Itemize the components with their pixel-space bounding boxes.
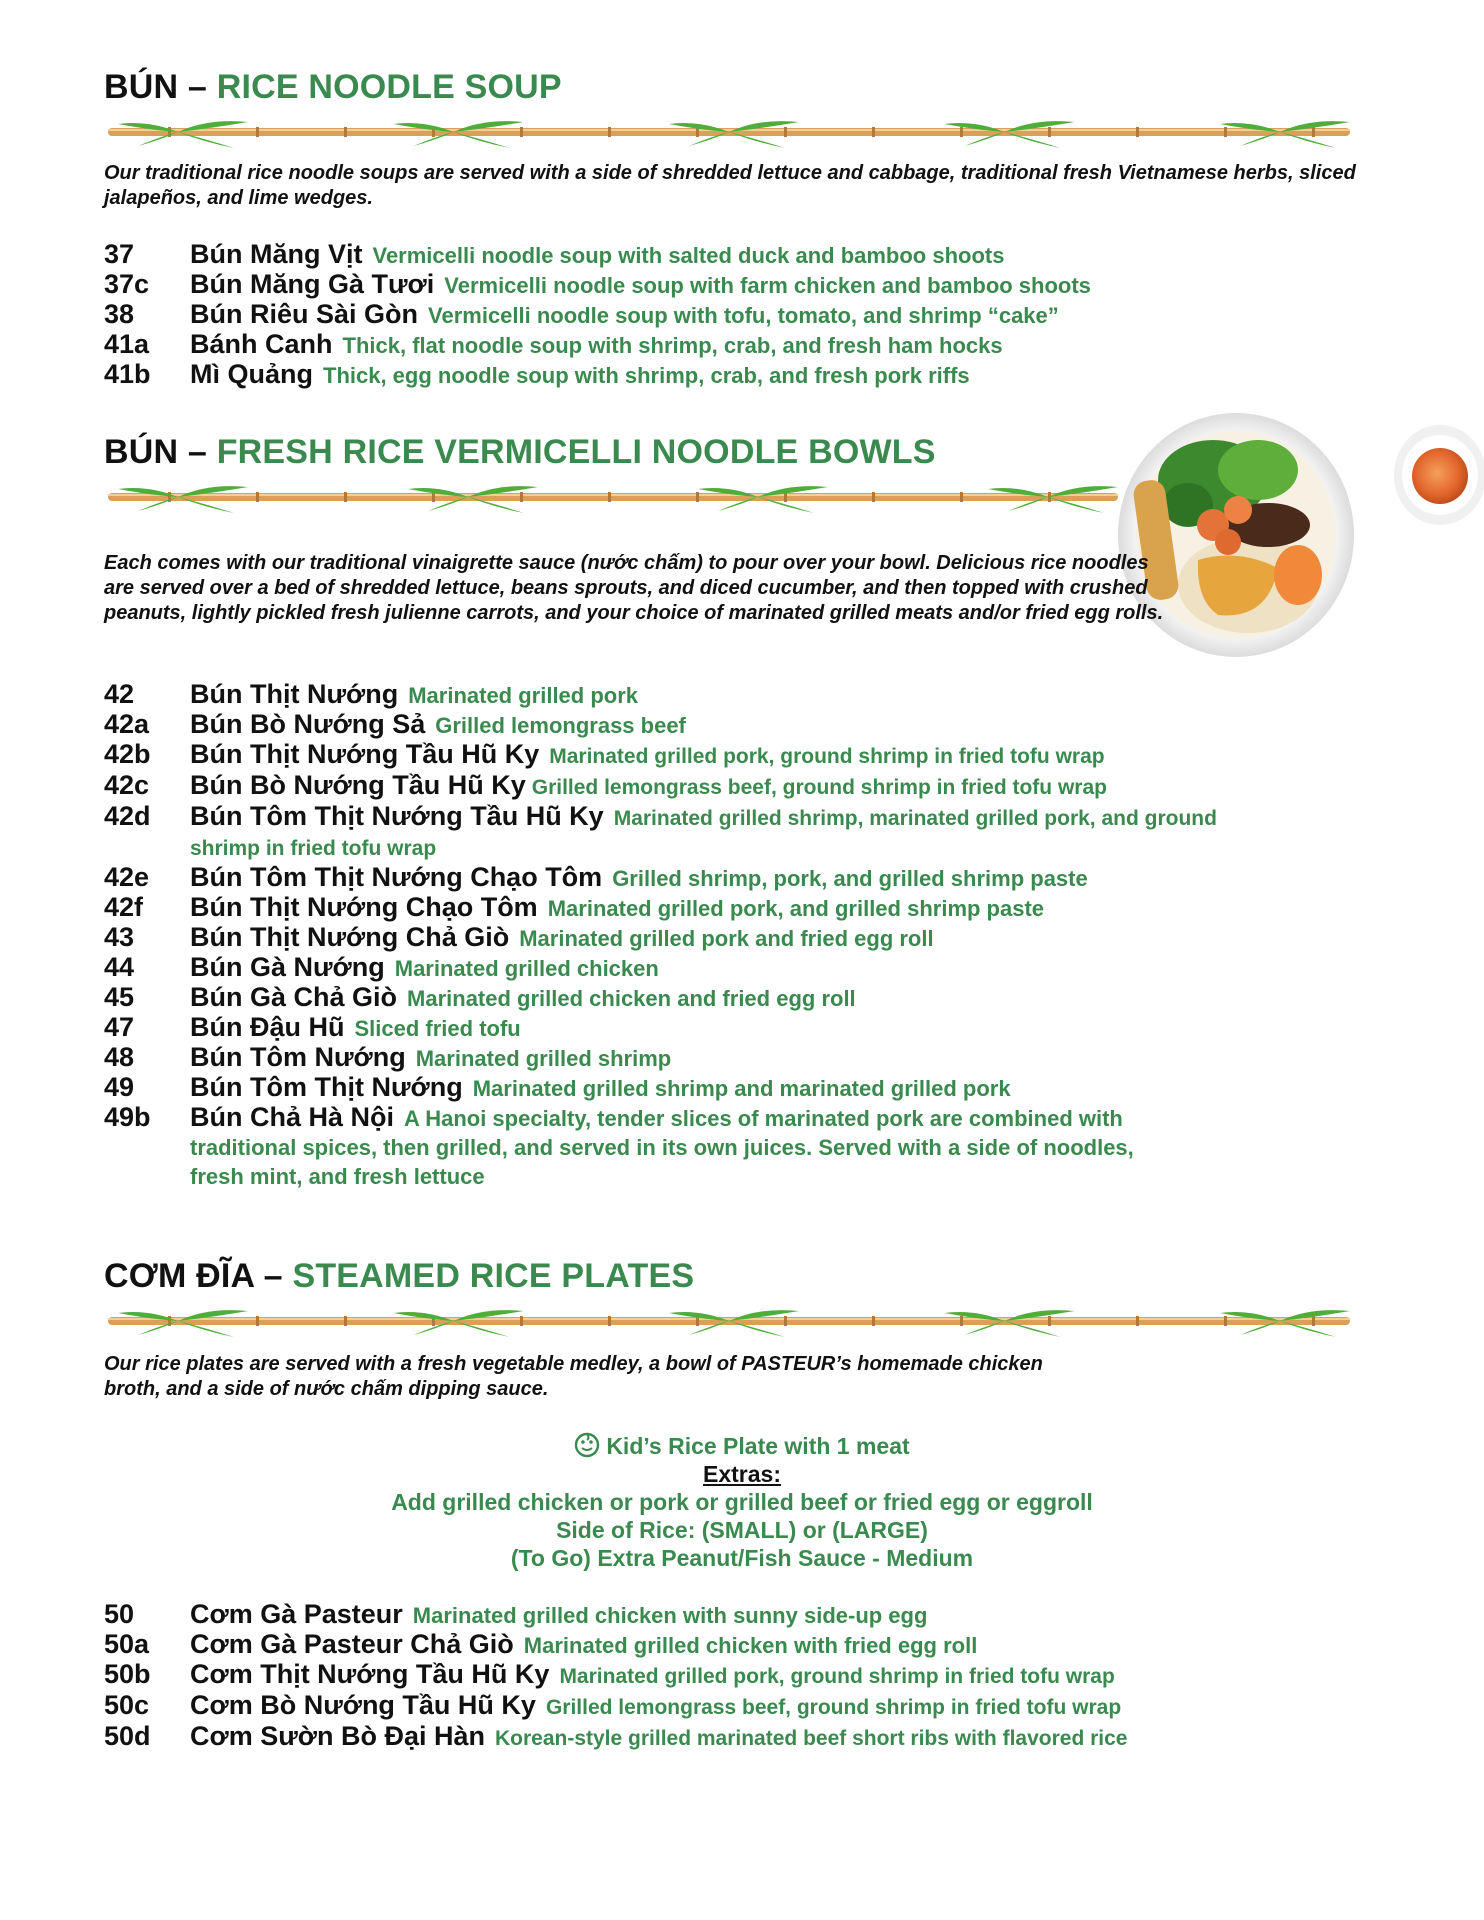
menu-item: [104, 953, 1404, 983]
section-intro-soup: Our traditional rice noodle soups are served with a side of shredded lettuce and cabbage, traditional fresh Vietnamese herbs, sliced jalapeños, and lime wedges.: [104, 162, 1356, 209]
menu-item: [104, 893, 1404, 923]
item-number: 50c: [104, 1690, 150, 1720]
menu-item: [104, 1691, 1404, 1722]
item-name-vn: Bún Thịt Nướng: [190, 679, 399, 709]
menu-item: [104, 1660, 1404, 1691]
extras-block: [0, 1432, 1484, 1572]
section-title-en: RICE NOODLE SOUP: [216, 68, 562, 106]
kid-plate-label: Kid’s Rice Plate with 1 meat: [606, 1433, 910, 1459]
item-name-vn: Bún Thịt Nướng Chả Giò: [190, 922, 510, 952]
item-description: Vermicelli noodle soup with farm chicken and bamboo shoots: [444, 273, 1091, 298]
item-name-vn: Cơm Sườn Bò Đại Hàn: [190, 1721, 485, 1751]
item-description: Grilled lemongrass beef, ground shrimp in fried tofu wrap: [531, 776, 1107, 799]
menu-item: [104, 1103, 1170, 1191]
item-description: Korean-style grilled marinated beef short ribs with flavored rice: [494, 1727, 1128, 1750]
item-number: 37c: [104, 269, 150, 299]
item-number: 42: [104, 679, 135, 709]
section-title-vn: BÚN –: [104, 433, 208, 471]
kid-plate-line: [0, 1432, 1484, 1460]
item-name-vn: Bún Măng Gà Tươi: [190, 269, 435, 299]
item-number: 38: [104, 299, 135, 329]
section-intro-rice: Our rice plates are served with a fresh vegetable medley, a bowl of PASTEUR’s homemade chicken broth, and a side of nước chấm dipping sauce.: [104, 1353, 1043, 1400]
item-number: 47: [104, 1012, 135, 1042]
item-description: Vermicelli noodle soup with tofu, tomato, and shrimp “cake”: [428, 303, 1059, 328]
item-name-vn: Cơm Thịt Nướng Tầu Hũ Ky: [190, 1659, 550, 1689]
item-number: 48: [104, 1042, 135, 1072]
item-description: Marinated grilled shrimp: [415, 1046, 672, 1071]
item-name-vn: Bún Tôm Thịt Nướng Tầu Hũ Ky: [190, 801, 604, 831]
item-number: 37: [104, 239, 135, 269]
item-description: Thick, egg noodle soup with shrimp, crab, and fresh pork riffs: [323, 363, 970, 388]
item-name-vn: Bún Tôm Nướng: [190, 1042, 406, 1072]
item-number: 42a: [104, 709, 150, 739]
item-name-vn: Cơm Gà Pasteur Chả Giò: [190, 1629, 514, 1659]
menu-item: [104, 680, 1404, 710]
item-description: Marinated grilled pork: [408, 683, 639, 708]
kid-face-icon: [574, 1432, 600, 1458]
menu-item: [104, 1600, 1404, 1630]
item-description: Marinated grilled shrimp, marinated grilled pork, and ground shrimp in fried tofu wrap: [190, 807, 1217, 860]
menu-item: [104, 1043, 1404, 1073]
item-number: 50: [104, 1599, 135, 1629]
menu-item: [104, 983, 1404, 1013]
item-description: Marinated grilled pork, ground shrimp in fried tofu wrap: [549, 745, 1105, 768]
section-title-vn: CƠM ĐĨA –: [104, 1257, 283, 1295]
menu-item: [104, 1630, 1404, 1660]
section-title-rice: [104, 1257, 694, 1296]
item-number: 42f: [104, 892, 144, 922]
item-description: Marinated grilled pork, ground shrimp in fried tofu wrap: [559, 1665, 1115, 1688]
item-number: 44: [104, 952, 135, 982]
menu-item: [104, 1013, 1404, 1043]
bamboo-divider-icon: [108, 112, 1350, 152]
item-number: 50d: [104, 1721, 151, 1751]
bamboo-divider-icon: [108, 477, 1118, 517]
item-name-vn: Bún Bò Nướng Sả: [190, 709, 426, 739]
section-intro-bowls: Each comes with our traditional vinaigrette sauce (nước chấm) to pour over your bowl. Delicious rice noodles are served over a bed of shredded lettuce, beans sprouts, and diced cucumber, and then topped with crushed peanuts, lightly pickled fresh julienne carrots, and your choice of marinated grilled meats and/or fried egg rolls.: [104, 552, 1164, 624]
item-name-vn: Cơm Bò Nướng Tầu Hũ Ky: [190, 1690, 536, 1720]
section-title-en: FRESH RICE VERMICELLI NOODLE BOWLS: [216, 433, 936, 471]
item-name-vn: Bánh Canh: [190, 329, 333, 359]
menu-item: [104, 1722, 1404, 1753]
item-name-vn: Bún Tôm Thịt Nướng: [190, 1072, 463, 1102]
item-description: Vermicelli noodle soup with salted duck and bamboo shoots: [372, 243, 1005, 268]
item-number: 41a: [104, 329, 150, 359]
menu-item: [104, 1073, 1404, 1103]
item-description: Marinated grilled chicken with fried egg roll: [523, 1633, 978, 1658]
menu-item: [104, 863, 1404, 893]
item-name-vn: Bún Gà Chả Giò: [190, 982, 398, 1012]
item-name-vn: Bún Bò Nướng Tầu Hũ Ky: [190, 770, 526, 800]
extras-line: Add grilled chicken or pork or grilled beef or fried egg or eggroll: [391, 1489, 1093, 1515]
item-name-vn: Bún Đậu Hũ: [190, 1012, 345, 1042]
extras-label: Extras:: [703, 1461, 781, 1487]
item-description: Marinated grilled shrimp and marinated grilled pork: [472, 1076, 1011, 1101]
item-number: 49: [104, 1072, 135, 1102]
menu-list-rice: [104, 1600, 1404, 1753]
item-name-vn: Bún Thịt Nướng Tầu Hũ Ky: [190, 739, 540, 769]
item-number: 42c: [104, 770, 150, 800]
item-number: 42e: [104, 862, 150, 892]
item-name-vn: Cơm Gà Pasteur: [190, 1599, 403, 1629]
item-description: Grilled lemongrass beef, ground shrimp in fried tofu wrap: [545, 1696, 1122, 1719]
item-description: Grilled shrimp, pork, and grilled shrimp paste: [612, 866, 1088, 891]
section-title-vn: BÚN –: [104, 68, 208, 106]
menu-item: [104, 300, 1404, 330]
menu-item: [104, 270, 1404, 300]
item-description: Marinated grilled chicken: [394, 956, 659, 981]
item-number: 50b: [104, 1659, 151, 1689]
section-title-soup: [104, 68, 562, 107]
item-description: Marinated grilled pork and fried egg roll: [519, 926, 934, 951]
item-number: 45: [104, 982, 135, 1012]
item-description: Grilled lemongrass beef: [435, 713, 686, 738]
item-name-vn: Bún Chả Hà Nội: [190, 1102, 395, 1132]
section-title-bowls: [104, 433, 936, 472]
item-number: 42b: [104, 739, 151, 769]
menu-item: [104, 771, 1404, 802]
item-number: 41b: [104, 359, 151, 389]
item-name-vn: Bún Măng Vịt: [190, 239, 363, 269]
menu-item: [104, 330, 1404, 360]
bamboo-divider-icon: [108, 1301, 1350, 1341]
item-name-vn: Bún Gà Nướng: [190, 952, 385, 982]
menu-list-soup: [104, 240, 1404, 390]
item-number: 50a: [104, 1629, 150, 1659]
item-name-vn: Bún Tôm Thịt Nướng Chạo Tôm: [190, 862, 603, 892]
item-name-vn: Bún Thịt Nướng Chạo Tôm: [190, 892, 538, 922]
extras-line: Side of Rice: (SMALL) or (LARGE): [556, 1517, 928, 1543]
extras-line: (To Go) Extra Peanut/Fish Sauce - Medium: [510, 1545, 974, 1571]
item-name-vn: Bún Riêu Sài Gòn: [190, 299, 419, 329]
menu-item: [104, 740, 1404, 771]
menu-item: [104, 360, 1404, 390]
item-name-vn: Mì Quảng: [190, 359, 313, 389]
menu-item: [104, 923, 1404, 953]
menu-list-bowls: [104, 680, 1404, 1191]
item-description: Marinated grilled chicken and fried egg roll: [407, 986, 856, 1011]
item-description: Sliced fried tofu: [354, 1016, 521, 1041]
menu-item: [104, 240, 1404, 270]
item-number: 49b: [104, 1102, 151, 1132]
item-description: A Hanoi specialty, tender slices of marinated pork are combined with traditional spices, then grilled, and served in its own juices. Served with a side of noodles, fresh mint, and fresh lettuce: [190, 1106, 1134, 1189]
menu-item: [104, 710, 1404, 740]
item-description: Thick, flat noodle soup with shrimp, crab, and fresh ham hocks: [342, 333, 1003, 358]
noodle-bowl-photo: [1118, 410, 1484, 660]
menu-item: [104, 802, 1260, 863]
item-number: 43: [104, 922, 135, 952]
item-number: 42d: [104, 801, 151, 831]
section-title-en: STEAMED RICE PLATES: [292, 1257, 695, 1295]
item-description: Marinated grilled pork, and grilled shrimp paste: [547, 896, 1045, 921]
item-description: Marinated grilled chicken with sunny side-up egg: [412, 1603, 928, 1628]
